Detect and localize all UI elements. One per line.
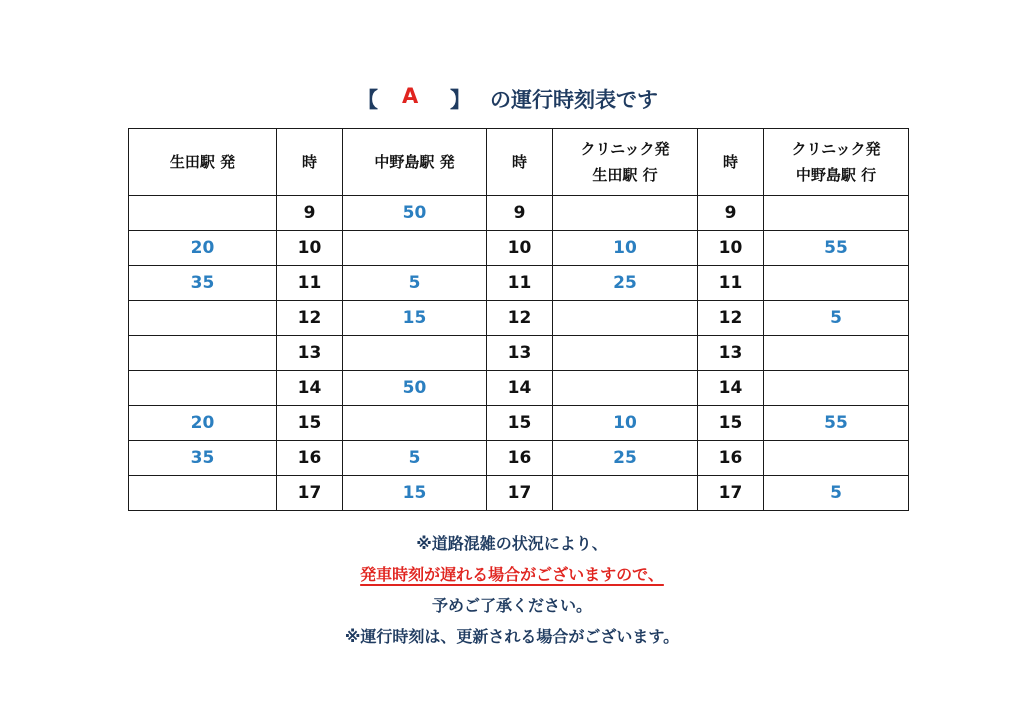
hour-cell: 15 — [277, 406, 343, 441]
minute-cell-ikuta-departure: 20 — [129, 406, 277, 441]
route-letter: A — [402, 84, 419, 108]
page-title — [0, 78, 1024, 118]
minute-cell-nakanoshima-departure: 5 — [343, 441, 487, 476]
hour-cell: 9 — [277, 196, 343, 231]
note-traffic: ※道路混雑の状況により、 — [416, 534, 608, 553]
note-apology: 予めご了承ください。 — [431, 596, 592, 615]
header-hour: 時 — [487, 129, 553, 196]
hour-cell: 9 — [487, 196, 553, 231]
minute-cell-nakanoshima-departure: 50 — [343, 371, 487, 406]
hour-cell: 10 — [277, 231, 343, 266]
minute-cell-clinic-to-ikuta: 25 — [553, 441, 698, 476]
header-clinic-to-ikuta: クリニック発 生田駅 行 — [553, 129, 698, 196]
minute-cell-clinic-to-nakanoshima — [764, 266, 909, 301]
minute-cell-clinic-to-nakanoshima: 5 — [764, 476, 909, 511]
header-clinic-to-nakanoshima: クリニック発 中野島駅 行 — [764, 129, 909, 196]
hour-cell: 13 — [487, 336, 553, 371]
title-bracket-close: 】 — [450, 88, 471, 112]
hour-cell: 13 — [277, 336, 343, 371]
minute-cell-clinic-to-ikuta — [553, 371, 698, 406]
hour-cell: 11 — [487, 266, 553, 301]
note-schedule-update: ※運行時刻は、更新される場合がございます。 — [344, 627, 680, 646]
hour-cell: 15 — [487, 406, 553, 441]
minute-cell-ikuta-departure — [129, 371, 277, 406]
minute-cell-ikuta-departure: 35 — [129, 441, 277, 476]
table-row — [129, 301, 909, 336]
table-row — [129, 336, 909, 371]
minute-cell-nakanoshima-departure — [343, 406, 487, 441]
note-delay-warning: 発車時刻が遅れる場合がございますので、 — [360, 565, 664, 584]
hour-cell: 16 — [277, 441, 343, 476]
minute-cell-ikuta-departure: 35 — [129, 266, 277, 301]
title-bracket-open: 【 — [357, 88, 378, 112]
hour-cell: 17 — [698, 476, 764, 511]
hour-cell: 16 — [487, 441, 553, 476]
minute-cell-clinic-to-ikuta: 10 — [553, 231, 698, 266]
hour-cell: 17 — [487, 476, 553, 511]
minute-cell-nakanoshima-departure — [343, 336, 487, 371]
minute-cell-ikuta-departure — [129, 476, 277, 511]
minute-cell-clinic-to-nakanoshima: 55 — [764, 231, 909, 266]
minute-cell-nakanoshima-departure: 15 — [343, 301, 487, 336]
minute-cell-ikuta-departure — [129, 336, 277, 371]
hour-cell: 16 — [698, 441, 764, 476]
header-hour: 時 — [698, 129, 764, 196]
minute-cell-ikuta-departure — [129, 301, 277, 336]
hour-cell: 12 — [487, 301, 553, 336]
hour-cell: 10 — [487, 231, 553, 266]
minute-cell-ikuta-departure — [129, 196, 277, 231]
title-text: の運行時刻表です — [490, 88, 658, 112]
table-row — [129, 441, 909, 476]
header-hour: 時 — [277, 129, 343, 196]
hour-cell: 14 — [698, 371, 764, 406]
hour-cell: 11 — [277, 266, 343, 301]
table-row — [129, 196, 909, 231]
hour-cell: 17 — [277, 476, 343, 511]
minute-cell-clinic-to-nakanoshima — [764, 196, 909, 231]
table-row — [129, 266, 909, 301]
hour-cell: 15 — [698, 406, 764, 441]
minute-cell-clinic-to-ikuta: 25 — [553, 266, 698, 301]
hour-cell: 12 — [698, 301, 764, 336]
minute-cell-clinic-to-ikuta — [553, 476, 698, 511]
hour-cell: 14 — [277, 371, 343, 406]
table-row — [129, 476, 909, 511]
minute-cell-nakanoshima-departure: 15 — [343, 476, 487, 511]
minute-cell-nakanoshima-departure — [343, 231, 487, 266]
notes — [0, 528, 1024, 652]
header-row — [129, 129, 909, 196]
header-ikuta-departure: 生田駅 発 — [129, 129, 277, 196]
minute-cell-clinic-to-nakanoshima — [764, 336, 909, 371]
minute-cell-clinic-to-nakanoshima — [764, 371, 909, 406]
hour-cell: 10 — [698, 231, 764, 266]
hour-cell: 9 — [698, 196, 764, 231]
minute-cell-clinic-to-nakanoshima: 55 — [764, 406, 909, 441]
timetable — [128, 128, 909, 511]
minute-cell-nakanoshima-departure: 50 — [343, 196, 487, 231]
minute-cell-clinic-to-nakanoshima — [764, 441, 909, 476]
hour-cell: 14 — [487, 371, 553, 406]
table-row — [129, 406, 909, 441]
minute-cell-nakanoshima-departure: 5 — [343, 266, 487, 301]
hour-cell: 12 — [277, 301, 343, 336]
minute-cell-clinic-to-ikuta — [553, 336, 698, 371]
minute-cell-clinic-to-nakanoshima: 5 — [764, 301, 909, 336]
table-row — [129, 231, 909, 266]
minute-cell-clinic-to-ikuta — [553, 301, 698, 336]
minute-cell-clinic-to-ikuta — [553, 196, 698, 231]
header-nakanoshima-departure: 中野島駅 発 — [343, 129, 487, 196]
hour-cell: 11 — [698, 266, 764, 301]
hour-cell: 13 — [698, 336, 764, 371]
table-row — [129, 371, 909, 406]
minute-cell-clinic-to-ikuta: 10 — [553, 406, 698, 441]
minute-cell-ikuta-departure: 20 — [129, 231, 277, 266]
